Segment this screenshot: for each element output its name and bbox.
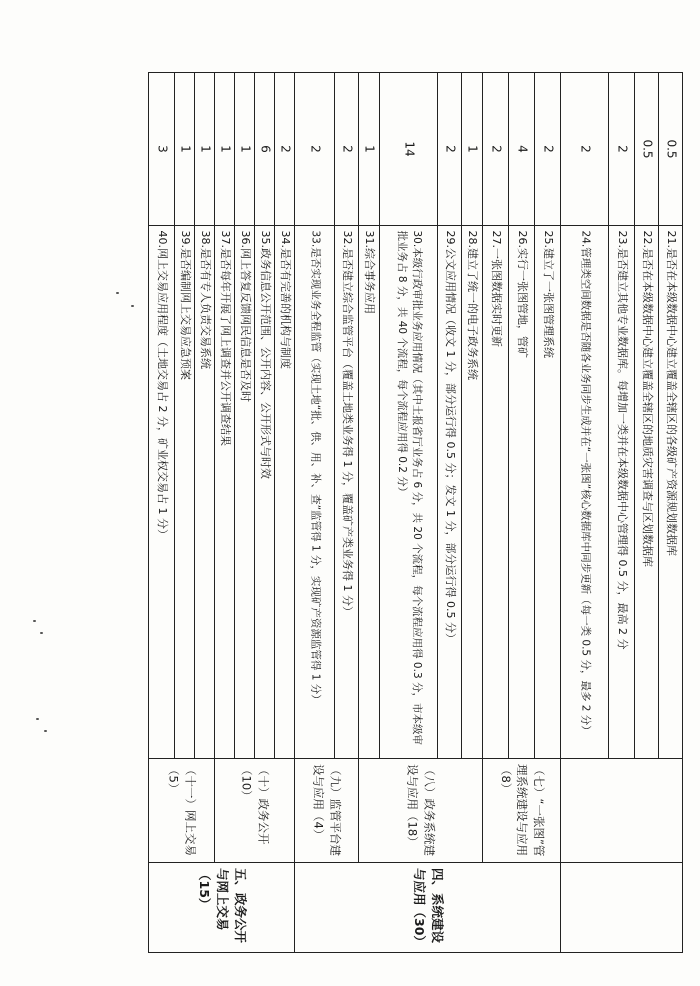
scan-speck [36, 718, 39, 720]
item-text: 29.公文应用情况（收文 1 分，部分运行得 0.5 分；发文 1 分，部分运行得 0.5 分） [443, 230, 457, 644]
item-text-cell [234, 225, 255, 759]
item-text: 32.是否建立综合监管平台（覆盖土地类业务得 1 分，覆盖矿产类业务得 1 分） [340, 230, 354, 617]
item-score: 1 [465, 145, 480, 153]
item-score: 6 [258, 145, 273, 153]
category-label: 五、政务公开与网上交易（15） [196, 867, 248, 943]
item-score: 1 [198, 145, 213, 153]
item-text: 40.网上交易应用程度（土地交易占 2 分，矿业权交易占 1 分） [155, 230, 169, 540]
item-score-cell [461, 72, 483, 226]
item-score-cell [274, 72, 295, 226]
item-text: 34.是否有完善的机构与制度 [278, 230, 292, 369]
item-text-cell [358, 225, 380, 759]
item-text-cell [379, 225, 438, 759]
category-label-cell [148, 862, 295, 953]
item-score: 1 [178, 145, 193, 153]
item-score-cell [437, 72, 462, 226]
item-text: 31.综合事务应用 [362, 230, 376, 314]
subcategory-label: （七）“一张图”管理系统建设与应用（8） [498, 763, 546, 856]
item-text-cell [194, 225, 215, 759]
item-text: 36.网上答复反馈网民信息是否及时 [238, 230, 252, 402]
scan-speck [131, 305, 134, 307]
scan-speck [33, 620, 36, 622]
item-text: 33.是否实现业务全程监管（实现土地“批、供、用、补、查”监管得 1 分，实现矿产资源监管得 1 分） [309, 230, 322, 705]
item-text: 30.本级行政审批业务应用情况（其中土报省厅业务占 6 分，共 20 个流程，每个流程应用得 0.3 分，市本级审批业务占 8 分，共 40 个流程，每个流程应用得 0.2 分） [395, 230, 423, 745]
item-text: 26.实行一张图管地，管矿 [515, 230, 529, 358]
item-text: 28.建立了统一的电子政务系统 [465, 230, 479, 380]
item-text: 37.是否每年开展了网上调查并公开调查结果 [218, 230, 232, 446]
subcategory-blank-cell [560, 758, 683, 863]
category-label-cell [294, 862, 561, 953]
item-score-cell [482, 72, 509, 226]
item-text-cell [461, 225, 483, 759]
item-text: 21.是否在本级数据中心建立覆盖全辖区的各级矿产资源规划数据库 [664, 230, 678, 556]
item-score: 2 [278, 145, 293, 153]
item-text: 39.是否编制网上交易应急预案 [178, 230, 192, 380]
item-score-cell [334, 72, 359, 226]
subcategory-label-cell [148, 758, 215, 863]
item-score: 0.5 [640, 139, 655, 159]
item-text-cell [560, 225, 609, 759]
item-score: 0.5 [664, 139, 679, 159]
item-text-cell [214, 225, 235, 759]
item-score: 1 [218, 145, 233, 153]
subcategory-label-cell [358, 758, 483, 863]
item-text: 24.管理类空间数据是否随各业务同步生成并在“一张图”核心数据库中同步更新（每一类 0.5 分，最多 2 分） [579, 230, 592, 736]
item-score: 2 [308, 145, 323, 153]
category-blank-cell [560, 862, 683, 953]
item-score-cell [294, 72, 335, 226]
item-score-cell [254, 72, 275, 226]
subcategory-label: （十一）网上交易（5） [166, 763, 198, 856]
subcategory-label: （八）政务系统建设与应用（18） [405, 763, 437, 856]
item-text: 22.是否在本级数据中心建立覆盖全辖区的地质灾害调查与区划数据库 [640, 230, 654, 567]
item-score-cell [174, 72, 195, 226]
item-score-cell [560, 72, 609, 226]
item-score: 14 [402, 141, 417, 157]
item-text: 35.政务信息公开范围、公开内容、公开形式与时效 [258, 230, 272, 479]
item-score-cell [358, 72, 380, 226]
subcategory-label-cell [214, 758, 295, 863]
item-text-cell [274, 225, 295, 759]
item-score: 1 [238, 145, 253, 153]
item-text-cell [148, 225, 175, 759]
item-score-cell [634, 72, 659, 226]
scan-speck [40, 632, 43, 634]
item-text-cell [508, 225, 535, 759]
scan-speck [116, 292, 119, 294]
item-score-cell [534, 72, 561, 226]
item-score-cell [194, 72, 215, 226]
item-text-cell [437, 225, 462, 759]
item-score-cell [379, 72, 438, 226]
item-text-cell [658, 225, 683, 759]
item-text-cell [174, 225, 195, 759]
category-label: 四、系统建设与应用（30） [411, 867, 445, 948]
item-score: 2 [340, 145, 355, 153]
item-score: 2 [541, 145, 556, 153]
item-score: 1 [362, 145, 377, 153]
subcategory-label-cell [294, 758, 359, 863]
item-score: 2 [443, 145, 458, 153]
item-text: 38.是否有专人负责交易系统 [198, 230, 212, 369]
item-score: 2 [489, 145, 504, 153]
item-score-cell [234, 72, 255, 226]
subcategory-label: （十）政务公开（10） [239, 763, 271, 844]
item-score-cell [608, 72, 635, 226]
item-text-cell [482, 225, 509, 759]
item-score-cell [658, 72, 683, 226]
item-text-cell [608, 225, 635, 759]
item-score: 2 [578, 145, 593, 153]
subcategory-label-cell [482, 758, 561, 863]
item-text-cell [634, 225, 659, 759]
item-text-cell [534, 225, 561, 759]
item-text: 27.一张图数据实时更新 [489, 230, 503, 347]
item-score: 2 [615, 145, 630, 153]
scan-speck [44, 730, 47, 732]
item-text-cell [334, 225, 359, 759]
subcategory-label: （九）监管平台建设与应用（4） [311, 763, 343, 856]
item-score-cell [508, 72, 535, 226]
item-text-cell [294, 225, 335, 759]
item-text-cell [254, 225, 275, 759]
item-score-cell [148, 72, 175, 226]
item-text: 25.建立了一张图管理系统 [541, 230, 555, 358]
item-score: 4 [515, 145, 530, 153]
item-score: 3 [155, 145, 170, 153]
item-score-cell [214, 72, 235, 226]
item-text: 23.是否建立其他专业数据库。每增加一类并在本级数据中心管理得 0.5 分，最高 2 分 [615, 230, 629, 650]
